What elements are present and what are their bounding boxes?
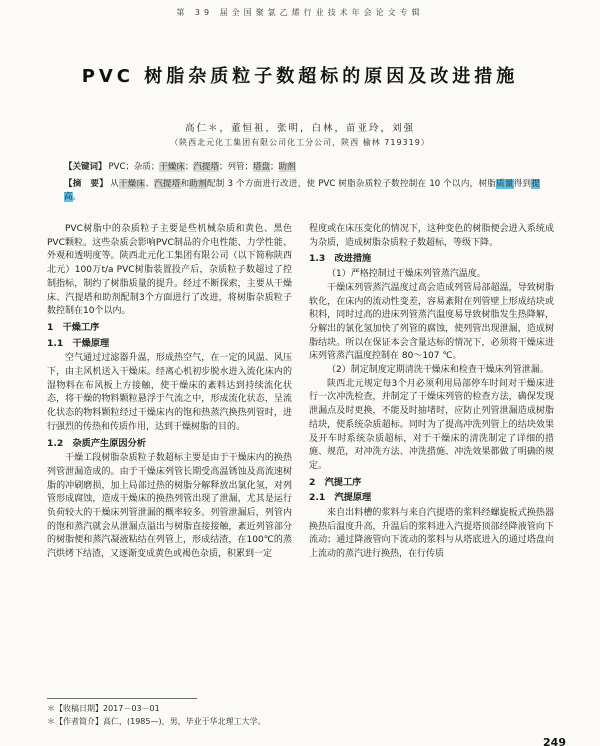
paragraph-drying-principle: 空气通过过滤器升温，形成热空气，在一定的风温、风压下，由主风机送入干燥床。经离心机初步脱水进入流化床内的湿物料在布风板上方接触，使干燥床的紊料达到持续流化状态，将干燥的物料颗粒悬浮于气流之中，形成流化状态，呈流化状态的物料颗粒经过干燥床内的饱和热蒸汽换热列管时，进行强烈的传热和传质作用，达到干燥树脂的目的。 (47, 353, 292, 432)
paragraph-stripping-principle: 来自出料槽的浆料与来自汽提塔的浆料经螺旋板式换热器换热后温度升高，升温后的浆料进入汽提塔顶部经降液管向下流动；通过降液管向下流动的浆料与从塔底进入的通过塔盘向上流动的蒸汽进行换热，在行传质 (309, 508, 554, 560)
intro-paragraph: PVC树脂中的杂质粒子主要是些机械杂质和黄色、黑色PVC颗粒。这些杂质会影响PVC制品的介电性能、力学性能、外观和透明度等。陕西北元化工集团有限公司（以下简称陕西北元）100万t/a PVC树脂装置投产后，杂质粒子数超过了控制指标，制约了树脂质量的提升。经过不断探索，主要从干燥床、汽提塔和助剂配制3个方面进行了改进，将树脂杂质粒子数控制在10个以内。 (47, 224, 292, 317)
section-heading-2: 2 汽提工序 (309, 476, 362, 488)
footnotes (47, 698, 367, 728)
measure-2-paragraph: 陕西北元规定每3个月必须利用局部停车时间对干燥床进行一次冲洗检查，并制定了干燥床列管的检查方法，确保发现泄漏点及时更换，不能及时抽堵时，应防止列管泄漏造成树脂结块，使系统杂质超标。同时为了提高冲洗列管上的结块效果及开车时系统杂质超标，对于干燥床的清洗制定了详细的措施、规范，对冲洗方法、冲洗措施、冲洗效果都做了明确的规定。 (309, 378, 554, 471)
section-heading-2-1: 2.1 汽提原理 (309, 492, 372, 504)
affiliation-line: （陕西北元化工集团有限公司化工分公司，陕西 榆林 719319） (170, 138, 430, 147)
measure-1-title: （1）严格控制过干燥床列管蒸汽温度。 (327, 269, 486, 280)
section-heading-1-1: 1.1 干燥原理 (47, 337, 110, 349)
section-heading-1-2: 1.2 杂质产生原因分析 (47, 437, 146, 449)
meta-block (64, 161, 540, 208)
section-heading-1-3: 1.3 改进措施 (309, 253, 372, 265)
two-column-body (47, 223, 554, 692)
measure-1-paragraph: 干燥床列管蒸汽温度过高会造成列管局部超温，导致树脂软化，在床内的流动性变差，容易紊附在列管壁上形成结块或积料，同时过高的进床列管蒸汽温度易导致树脂发生热降解，分解出的氯化氢加快了列管的腐蚀，使列管出现泄漏，造成树脂结块。所以在保证本会含量达标的情况下，必须将干燥床进床列管蒸汽温度控制在 80～107 ℃。 (309, 282, 554, 362)
right-column (309, 223, 554, 692)
abstract-text: 从干燥床、汽提塔和助剂配制 3 个方面进行改进，使 PVC 树脂杂质粒子数控制在 10 个以内，树脂质量得到提高。 (64, 178, 540, 202)
section-heading-1: 1 干燥工序 (47, 321, 100, 333)
received-date-footnote: ＊【收稿日期】2017－03－01 (47, 704, 160, 713)
keywords-text: PVC；杂质；干燥床；汽提塔；列管；塔盘；助剂 (108, 162, 296, 172)
abstract-line (64, 178, 540, 205)
page-number: 249 (543, 736, 566, 746)
keywords-line (64, 161, 540, 175)
keywords-label: 【关键词】 (64, 162, 107, 172)
journal-header: 第 39 届全国聚氯乙烯行业技术年会论文专辑 (176, 8, 424, 17)
left-column (47, 223, 292, 692)
paragraph-impurity-cause: 干燥工段树脂杂质粒子数超标主要是由于干燥床内的换热列管泄漏造成的。由于干燥床列管长期受高温锈蚀及高流速树脂的冲刷磨损，加上局部过热的树脂分解释放出氯化氢，对列管形成腐蚀，造成干燥床的换热列管出现了泄漏，尤其是运行负荷较大的干燥床列管泄漏的概率较多。列管泄漏后，列管内的饱和蒸汽就会从泄漏点溢出与树脂直接接触，紊近列管部分的树脂便和蒸汽凝液粘结在列管上，形成结渣，在100℃的蒸汽烘烤下结渣，又逐渐变成黄色或褐色杂质，积累到一定 (47, 453, 292, 560)
measure-2-title: （2）制定制度定期清洗干燥床和检查干燥床列管泄漏。 (327, 365, 549, 376)
paper-title: PVC 树脂杂质粒子数超标的原因及改进措施 (81, 66, 519, 87)
continuation-paragraph: 程度或在床压变化的情况下，这种变色的树脂便会进入系统成为杂质，造成树脂杂质粒子数超标，等级下降。 (309, 224, 554, 248)
footnote-rule (47, 698, 197, 699)
abstract-label: 【摘 要】 (64, 178, 109, 189)
author-bio-footnote: ＊【作者简介】高仁，(1985—)，男，毕业于华北理工大学。 (47, 717, 266, 726)
authors-line: 高仁＊，董恒祖，张明，白林，苗亚玲，刘强 (184, 123, 415, 134)
